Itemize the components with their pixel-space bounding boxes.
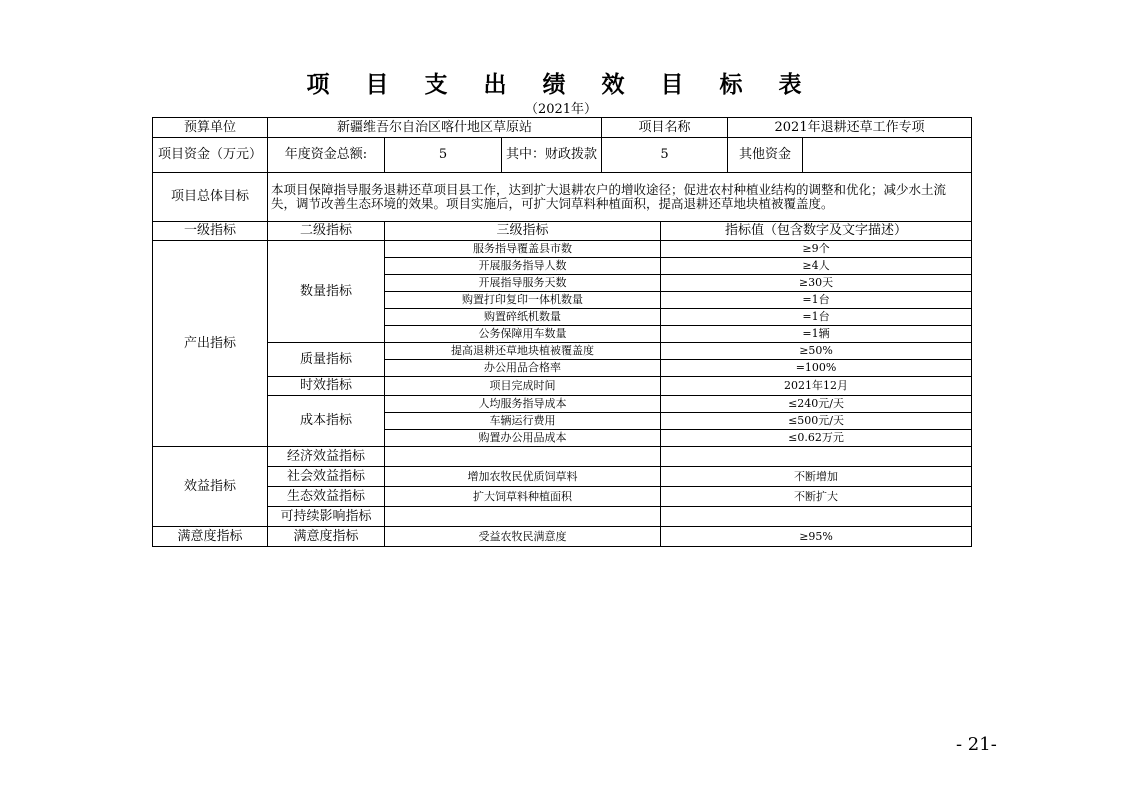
indicator-name: 购置碎纸机数量 [385,309,661,326]
indicator-value: ≥4人 [661,258,972,275]
indicator-name: 车辆运行费用 [385,413,661,430]
annual-funds-value: 5 [385,138,502,173]
indicator-value: 不断扩大 [661,487,972,507]
social-benefit-label: 社会效益指标 [268,467,385,487]
indicator-name: 提高退耕还草地块植被覆盖度 [385,343,661,360]
indicator-name: 扩大饲草料种植面积 [385,487,661,507]
indicator-value: ≥9个 [661,241,972,258]
output-label: 产出指标 [153,241,268,447]
funds-label: 项目资金（万元） [153,138,268,173]
indicator-name: 受益农牧民满意度 [385,527,661,547]
table-row [153,377,972,396]
col-level1: 一级指标 [153,222,268,241]
col-level3: 三级指标 [385,222,661,241]
performance-target-table [152,117,972,547]
fiscal-funds-value: 5 [602,138,728,173]
goal-label: 项目总体目标 [153,173,268,222]
fiscal-funds-label: 其中：财政拨款 [502,138,602,173]
satisfaction-label: 满意度指标 [153,527,268,547]
ecological-benefit-label: 生态效益指标 [268,487,385,507]
indicator-value: =100% [661,360,972,377]
quality-label: 质量指标 [268,343,385,377]
indicator-name: 增加农牧民优质饲草料 [385,467,661,487]
project-name-label: 项目名称 [602,118,728,138]
indicator-name: 购置办公用品成本 [385,430,661,447]
table-row [153,343,972,360]
col-level2: 二级指标 [268,222,385,241]
indicator-value [661,507,972,527]
other-funds-value [803,138,972,173]
table-row [153,447,972,467]
table-row [153,527,972,547]
goal-row [153,173,972,222]
project-name-value: 2021年退耕还草工作专项 [728,118,972,138]
indicator-name: 购置打印复印一体机数量 [385,292,661,309]
indicator-value: ≤500元/天 [661,413,972,430]
indicator-value [661,447,972,467]
table-row [153,467,972,487]
indicator-value: ≤0.62万元 [661,430,972,447]
indicator-name: 项目完成时间 [385,377,661,396]
sustainable-impact-label: 可持续影响指标 [268,507,385,527]
indicator-value: ≥30天 [661,275,972,292]
budget-unit-value: 新疆维吾尔自治区喀什地区草原站 [268,118,602,138]
page-number: - 21- [956,734,997,755]
column-header-row [153,222,972,241]
page-title: 项 目 支 出 绩 效 目 标 表 [306,71,816,98]
col-value: 指标值（包含数字及文字描述） [661,222,972,241]
goal-text: 本项目保障指导服务退耕还草项目县工作，达到扩大退耕农户的增收途径；促进农村种植业结构的调整和优化；减少水土流失，调节改善生态环境的效果。项目实施后，可扩大饲草料种植面积，提高退耕还草地块植被覆盖度。 [268,173,972,222]
indicator-value: ≥50% [661,343,972,360]
year-subtitle: （2021年） [524,102,598,117]
indicator-value: ≤240元/天 [661,396,972,413]
cost-label: 成本指标 [268,396,385,447]
satisfaction-sub-label: 满意度指标 [268,527,385,547]
table-row [153,241,972,258]
annual-funds-label: 年度资金总额: [268,138,385,173]
indicator-value: 不断增加 [661,467,972,487]
indicator-name: 人均服务指导成本 [385,396,661,413]
table-row [153,487,972,507]
header-row [153,118,972,138]
quantity-label: 数量指标 [268,241,385,343]
timeliness-label: 时效指标 [268,377,385,396]
indicator-name: 公务保障用车数量 [385,326,661,343]
indicator-name [385,447,661,467]
benefit-label: 效益指标 [153,447,268,527]
indicator-name: 服务指导覆盖县市数 [385,241,661,258]
indicator-name: 办公用品合格率 [385,360,661,377]
economic-benefit-label: 经济效益指标 [268,447,385,467]
indicator-name: 开展指导服务天数 [385,275,661,292]
table-row [153,507,972,527]
table-row [153,396,972,413]
indicator-name [385,507,661,527]
indicator-value: =1辆 [661,326,972,343]
indicator-name: 开展服务指导人数 [385,258,661,275]
other-funds-label: 其他资金 [728,138,803,173]
indicator-value: ≥95% [661,527,972,547]
indicator-value: =1台 [661,292,972,309]
funds-row [153,138,972,173]
indicator-value: =1台 [661,309,972,326]
budget-unit-label: 预算单位 [153,118,268,138]
indicator-value: 2021年12月 [661,377,972,396]
